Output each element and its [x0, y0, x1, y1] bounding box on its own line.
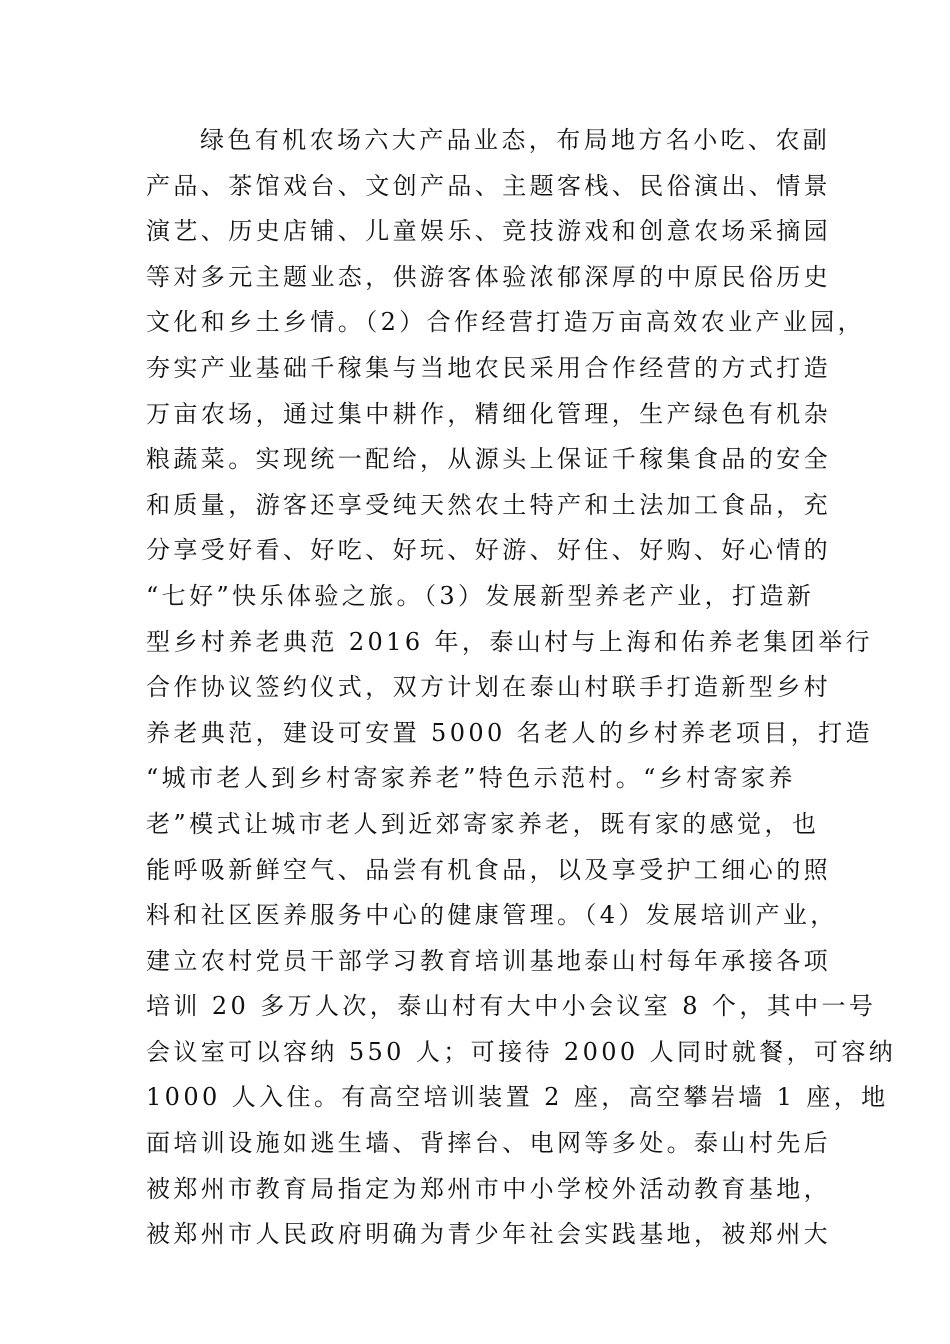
text-line: 建立农村党员干部学习教育培训基地泰山村每年承接各项 — [146, 946, 831, 975]
text-line: 被郑州市教育局指定为郑州市中小学校外活动教育基地， — [146, 1174, 831, 1203]
body-paragraph — [146, 118, 897, 1258]
text-line: 等对多元主题业态，供游客体验浓郁深厚的中原民俗历史 — [146, 262, 831, 291]
text-line: 被郑州市人民政府明确为青少年社会实践基地，被郑州大 — [146, 1220, 831, 1249]
text-line: 产品、茶馆戏台、文创产品、主题客栈、民俗演出、情景 — [146, 171, 831, 200]
text-line: 粮蔬菜。实现统一配给，从源头上保证千稼集食品的安全 — [146, 445, 831, 474]
text-line: 和质量，游客还享受纯天然农土特产和土法加工食品，充 — [146, 490, 831, 519]
text-line: 分享受好看、好吃、好玩、好游、好住、好购、好心情的 — [146, 536, 831, 565]
text-line: 料和社区医养服务中心的健康管理。（4）发展培训产业， — [146, 901, 838, 930]
text-line: 演艺、历史店铺、儿童娱乐、竞技游戏和创意农场采摘园 — [146, 217, 831, 246]
text-line: 会议室可以容纳 550 人；可接待 2000 人同时就餐，可容纳 — [146, 1037, 897, 1066]
text-line: 老”模式让城市老人到近郊寄家养老，既有家的感觉，也 — [146, 809, 820, 838]
text-line: 绿色有机农场六大产品业态，布局地方名小吃、农副 — [200, 126, 831, 154]
text-line: “七好”快乐体验之旅。（3）发展新型养老产业，打造新 — [146, 581, 815, 610]
text-line: 型乡村养老典范 2016 年，泰山村与上海和佑养老集团举行 — [146, 627, 873, 656]
text-line: “城市老人到乡村寄家养老”特色示范村。“乡村寄家养 — [146, 764, 796, 793]
text-line: 能呼吸新鲜空气、品尝有机食品，以及享受护工细心的照 — [146, 855, 831, 884]
text-line: 面培训设施如逃生墙、背摔台、电网等多处。泰山村先后 — [146, 1129, 831, 1158]
text-line: 培训 20 多万人次，泰山村有大中小会议室 8 个，其中一号 — [146, 992, 877, 1021]
text-line: 1000 人入住。有高空培训装置 2 座，高空攀岩墙 1 座，地 — [146, 1083, 889, 1112]
text-line: 夯实产业基础千稼集与当地农民采用合作经营的方式打造 — [146, 353, 831, 382]
text-line: 养老典范，建设可安置 5000 名老人的乡村养老项目，打造 — [146, 718, 873, 747]
text-line: 合作协议签约仪式，双方计划在泰山村联手打造新型乡村 — [146, 673, 831, 702]
text-line: 万亩农场，通过集中耕作，精细化管理，生产绿色有机杂 — [146, 399, 831, 428]
text-line: 文化和乡土乡情。（2）合作经营打造万亩高效农业产业园， — [146, 308, 866, 337]
